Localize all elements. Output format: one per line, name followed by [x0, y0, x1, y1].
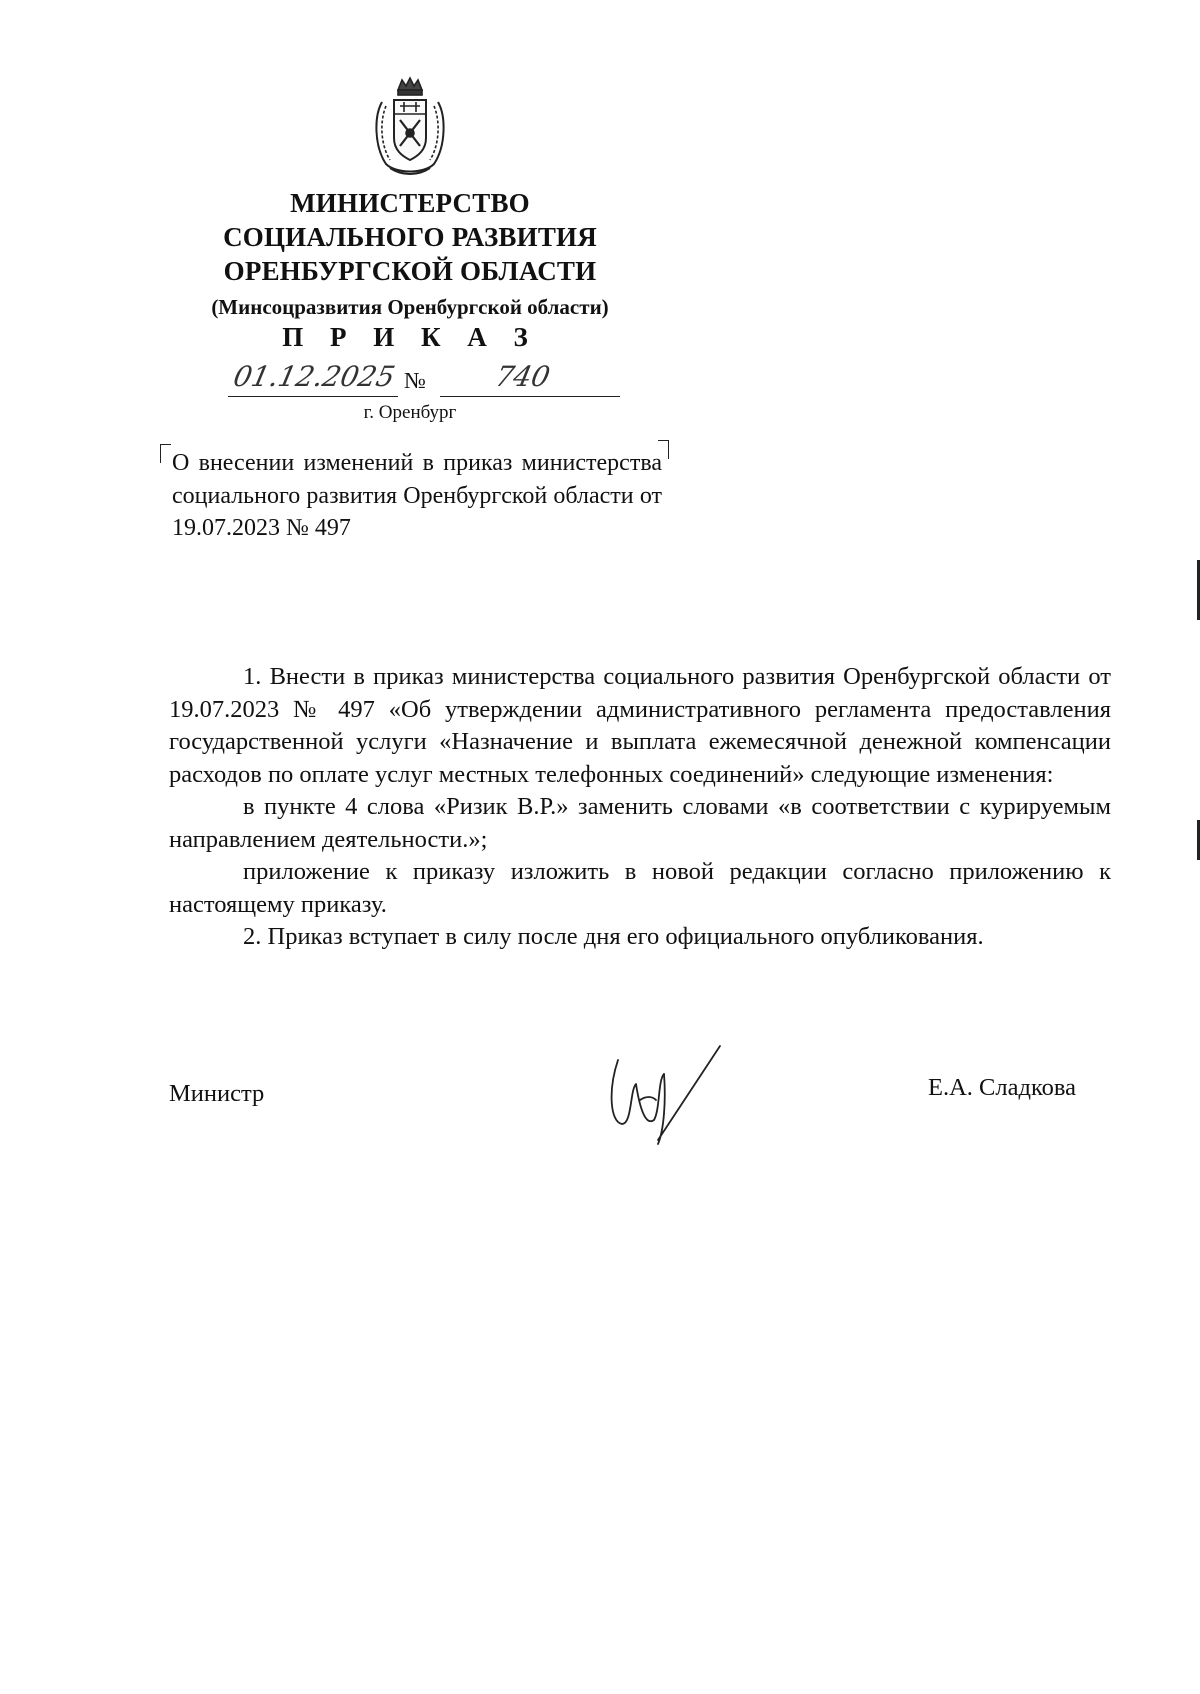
document-date: 01.12.2025 [230, 360, 398, 393]
document-number: 740 [492, 360, 553, 393]
document-body [169, 661, 1111, 954]
body-paragraph-1: 1. Внести в приказ министерства социального развития Оренбургской области от 19.07.2023 № 497 «Об утверждении административного регламента предоставления государственной услуги «Назначение и выплата ежемесячной денежной компенсации расходов по оплате услуг местных телефонных соединений» следующие изменения: [169, 663, 1111, 788]
body-paragraph-2: в пункте 4 слова «Ризик В.Р.» заменить словами «в соответствии с курируемым направлением деятельности.»; [169, 793, 1111, 853]
date-field [228, 362, 398, 397]
document-type-title: П Р И К А З [282, 322, 538, 352]
coat-of-arms-icon [370, 76, 450, 178]
document-subject: О внесении изменений в приказ министерства социального развития Оренбургской области от 19.07.2023 № 497 [172, 450, 662, 541]
org-name-line-1: МИНИСТЕРСТВО [290, 188, 530, 218]
body-paragraph-4: 2. Приказ вступает в силу после дня его официального опубликования. [243, 923, 984, 950]
number-field [440, 362, 620, 397]
scan-edge-marks [1194, 0, 1200, 1694]
org-name-line-2: СОЦИАЛЬНОГО РАЗВИТИЯ [223, 222, 597, 252]
date-number-row [228, 362, 628, 402]
handwritten-signature-icon [600, 1040, 740, 1150]
signatory-name: Е.А. Сладкова [928, 1074, 1076, 1101]
org-short-name: (Минсоцразвития Оренбургской области) [211, 295, 609, 319]
body-paragraph-3: приложение к приказу изложить в новой редакции согласно приложению к настоящему приказу. [169, 858, 1111, 918]
number-label: № [404, 368, 426, 393]
ministry-header [180, 186, 640, 322]
org-name-line-3: ОРЕНБУРГСКОЙ ОБЛАСТИ [223, 256, 597, 286]
subject-bracket-left [160, 444, 171, 463]
document-city: г. Оренбург [363, 402, 457, 423]
signatory-role: Министр [169, 1080, 265, 1107]
